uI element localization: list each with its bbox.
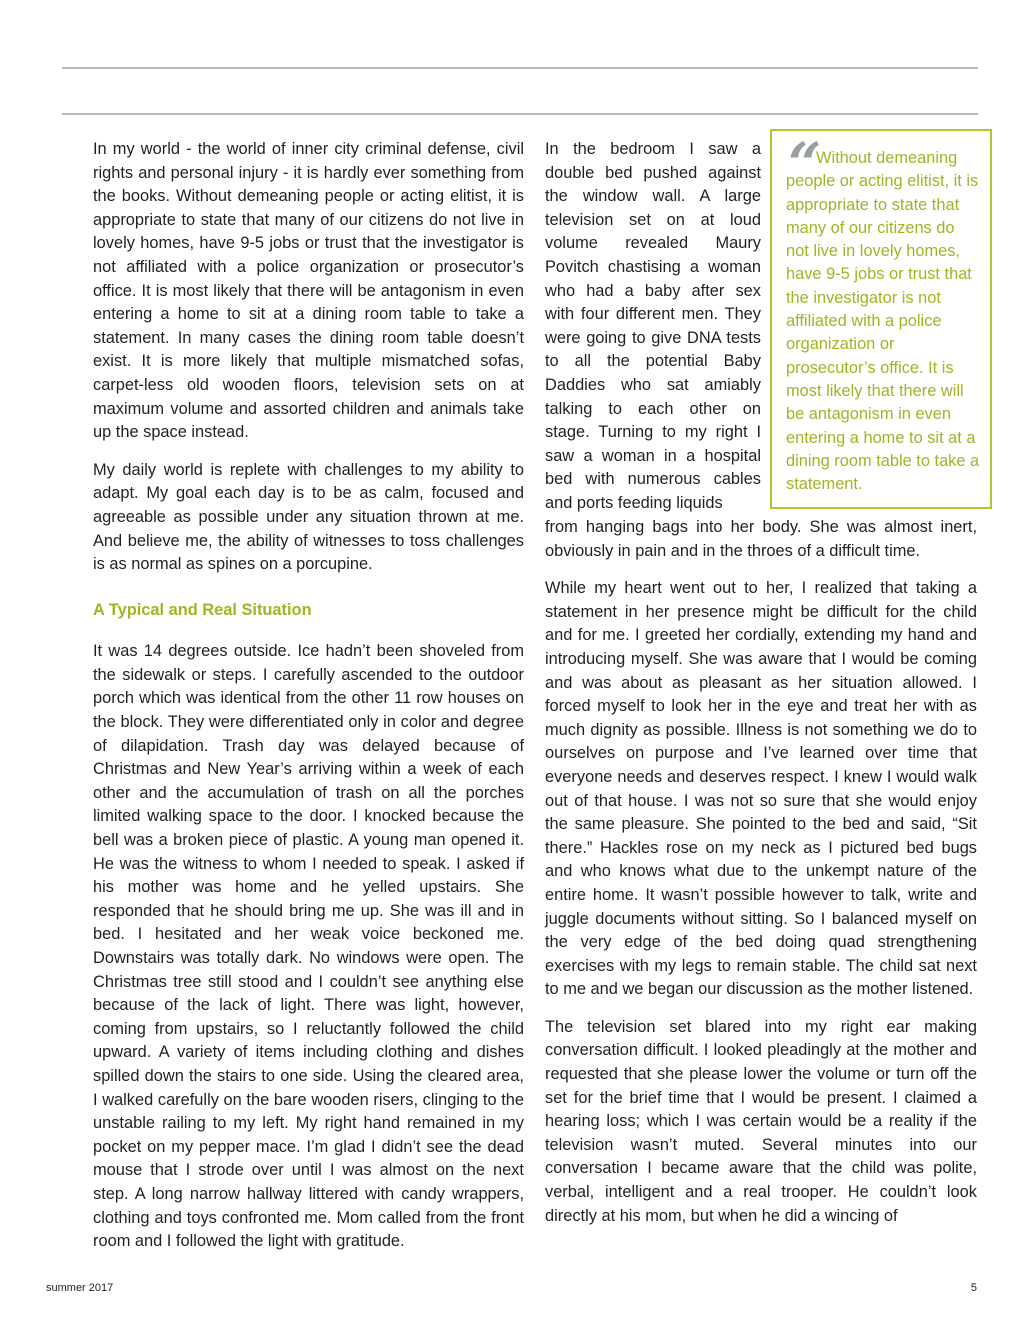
- paragraph-intro: In my world - the world of inner city criminal defense, civil rights and personal injury - it is hardly ever something from the books. Without demeaning people or acting elitist, it is appropriate to state that many of our citizens do not live in lovely homes, have 9-5 jobs or trust that the investigator is not affiliated with a police organization or prosecutor’s office. It is most likely that there will be antagonism in even entering a home to sit at a dining room table to take a statement. In many cases the dining room table doesn’t exist. It is more likely that multiple mismatched sofas, carpet-less old wooden floors, television sets on at maximum volume and assorted children and animals take up the space instead.: [93, 140, 524, 442]
- section-heading: A Typical and Real Situation: [93, 600, 312, 619]
- footer-issue: summer 2017: [46, 1282, 114, 1294]
- pull-quote-box: [770, 129, 992, 509]
- paragraph-situation: It was 14 degrees outside. Ice hadn’t been shoveled from the sidewalk or steps. I carefully ascended to the outdoor porch which was identical from the other 11 row houses on the block. They were differentiated only in color and degree of dilapidation. Trash day was delayed because of Christmas and New Year’s arriving within a week of each other and the accumulation of trash on all the porches limited walking space to the door. I knocked because the bell was a broken piece of plastic. A young man opened it. He was the witness to whom I needed to speak. I asked if his mother was home and he yelled upstairs. She responded that he should bring me up. She was ill and in bed. I hesitated and her weak voice beckoned me. Downstairs was totally dark. No windows were open. The Christmas tree still stood and I couldn’t see anything else because of the lack of light. There was light, however, coming from upstairs, so I reluctantly followed the child upward. A variety of items including clothing and dishes spilled down the stairs to one side. Using the cleared area, I walked carefully on the bare wooden risers, clinging to the unstable railing to my left. My right hand remained in my pocket on my pepper mace. I’m glad I didn’t see the dead mouse that I strode over until I was almost on the next step. A long narrow hallway littered with candy wrappers, clothing and toys confronted me. Mom called from the front room and I followed the light with gratitude.: [93, 642, 524, 1251]
- top-rule-1: [62, 67, 978, 69]
- paragraph-bedroom-start: In the bedroom I saw a double bed pushed against the window wall. A large television set on at loud volume revealed Maury Povitch chastising a woman who had a baby after sex with four different men. They were going to give DNA tests to all the potential Baby Daddies who sat amiably talking to each other on stage. Turning to my right I saw a woman in a hospital bed with numerous cables and ports feeding liquids: [545, 140, 761, 512]
- quote-mark-icon: “: [788, 130, 822, 198]
- right-column-narrow: [545, 138, 761, 516]
- left-column: [93, 138, 524, 1254]
- pull-quote-text: Without demeaning people or acting elitist, it is appropriate to state that many of our citizens do not live in lovely homes, have 9-5 jobs or trust that the investigator is not affiliated with a police organization or prosecutor’s office. It is most likely that there will be antagonism in even entering a home to sit at a dining room table to take a statement.: [786, 149, 980, 494]
- paragraph-heart: While my heart went out to her, I realized that taking a statement in her presence might be difficult for the child and for me. I greeted her cordially, extending my hand and introducing myself. She was aware that I would be coming and was about as pleasant as her situation allowed. I forced myself to look her in the eye and treat her with as much dignity as possible. Illness is not something we do to ourselves on purpose and I’ve learned over time that everyone needs and deserves respect. I knew I would walk out of that house. I was not so sure that she would enjoy the same pleasure. She pointed to the bed and said, “Sit there.” Hackles rose on my neck as I pictured bed bugs and who knows what due to the unkempt nature of the entire home. It wasn’t possible however to talk, write and juggle documents without sitting. So I balanced myself on the very edge of the bed doing quad strengthening exercises with my legs to remain stable. The child sat next to me and we began our discussion as the mother listened.: [545, 579, 977, 999]
- page-number: 5: [970, 1282, 977, 1294]
- right-column-wide: [545, 516, 977, 1228]
- paragraph-daily-world: My daily world is replete with challenges to my ability to adapt. My goal each day is to be as calm, focused and agreeable as possible under any situation thrown at me. And believe me, the ability of witnesses to toss challenges is as normal as spines on a porcupine.: [93, 460, 524, 574]
- paragraph-television: The television set blared into my right ear making conversation difficult. I looked pleadingly at the mother and requested that she please lower the volume or turn off the set for the brief time that I would be present. I claimed a hearing loss; which I was certain would be a reality if the television wasn’t muted. Several minutes into our conversation I became aware that the child was polite, verbal, intelligent and a real trooper. He couldn’t look directly at his mom, but when he did a wincing of: [545, 1017, 977, 1225]
- top-rule-2: [62, 113, 978, 115]
- paragraph-bedroom-end: from hanging bags into her body. She was almost inert, obviously in pain and in the throes of a difficult time.: [545, 518, 977, 560]
